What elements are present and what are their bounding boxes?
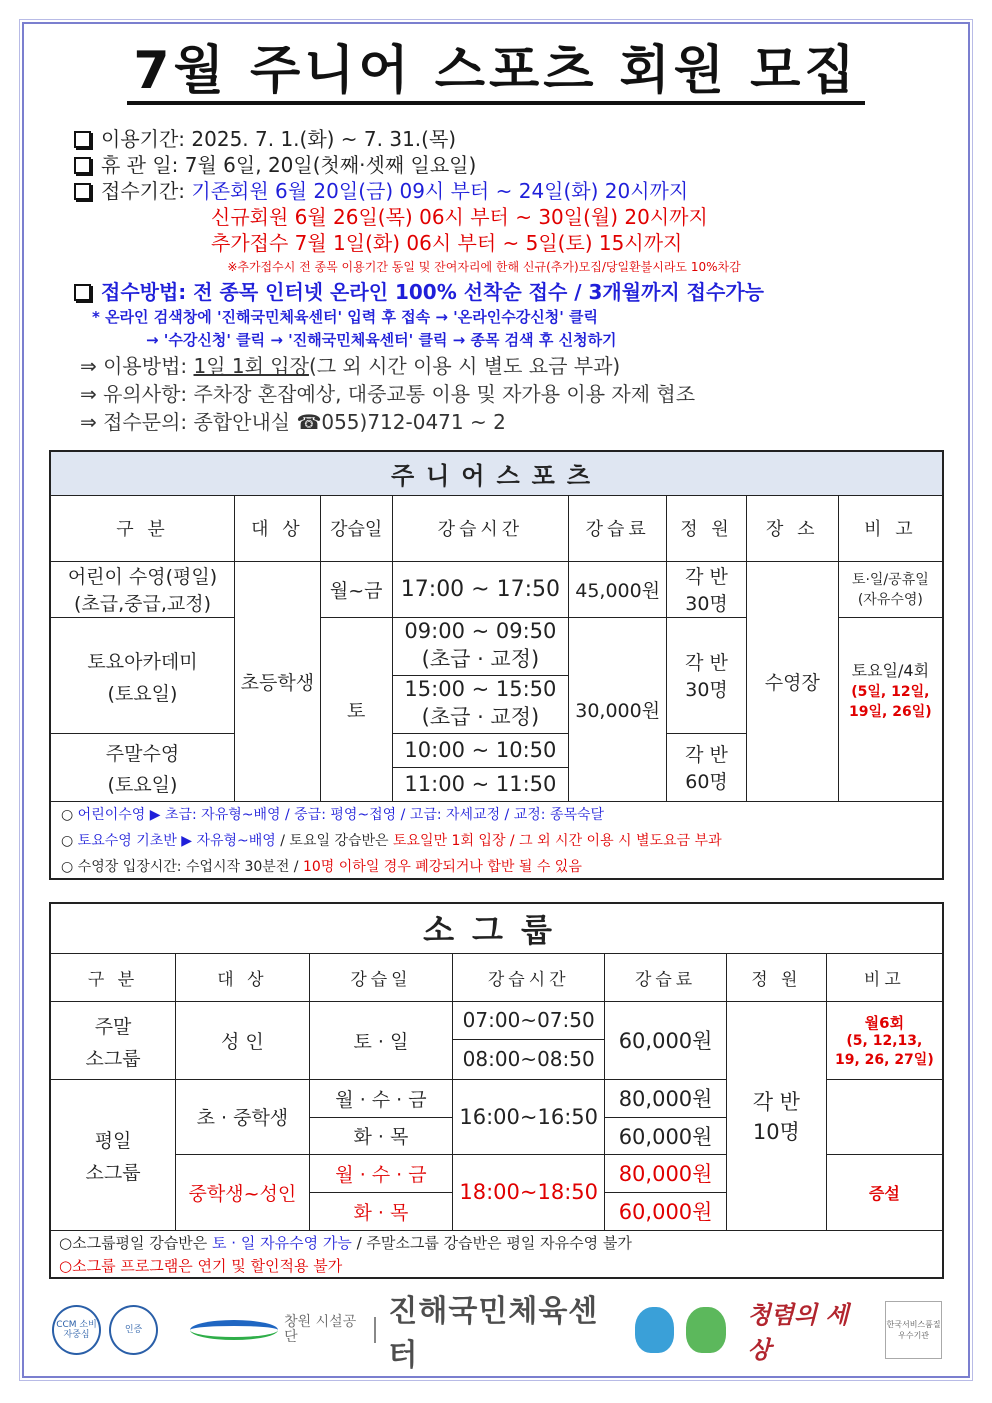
period-value: 2025. 7. 1.(화) ~ 7. 31.(목) (191, 127, 457, 151)
row3-time2: 11:00 ~ 11:50 (392, 767, 569, 801)
col-header: 구 분 (50, 495, 234, 561)
row1-day: 월~금 (320, 561, 392, 617)
row2-note (838, 617, 943, 801)
table-row (50, 1001, 943, 1039)
small-group-note-1 (50, 1230, 943, 1254)
row2-fee: 30,000원 (569, 617, 667, 801)
col-header: 강습일 (309, 953, 453, 1001)
row3-time1: 10:00 ~ 10:50 (392, 733, 569, 767)
col-header: 강습료 (605, 953, 727, 1001)
weekday-day3: 월 · 수 · 금 (309, 1154, 453, 1192)
method-line (74, 278, 954, 306)
reception-note: ※추가접수시 전 종목 이용기간 동일 및 잔여자리에 한해 신규(추가)모집/당일환불시라도 10%차감 (227, 260, 741, 274)
row1-cap-b: 30명 (685, 593, 728, 615)
row2-cap-b: 30명 (685, 679, 728, 701)
row1-fee: 45,000원 (569, 561, 667, 617)
corp-name: 창원 시설공단 (284, 1314, 357, 1345)
weekend-target: 성 인 (176, 1001, 310, 1079)
integrity-slogan: 청렴의 세상 (747, 1301, 849, 1364)
row2-time2-cell (392, 675, 569, 733)
junior-note-2 (50, 827, 943, 853)
weekday-time2: 18:00~18:50 (453, 1154, 605, 1230)
checkbox-icon (74, 284, 91, 301)
weekday-name-b: 소그룹 (85, 1162, 141, 1184)
col-header: 비고 (826, 953, 943, 1001)
certification-logo-text: 인증 (124, 1325, 143, 1335)
capacity-a: 각 반 (752, 1089, 800, 1114)
new-class-note: 증설 (826, 1154, 943, 1230)
weekday-fee4: 60,000원 (605, 1192, 727, 1230)
row2-sub: (토요일) (107, 682, 178, 705)
row1-cap-a: 각 반 (685, 566, 728, 588)
col-header: 강습료 (569, 495, 667, 561)
closed-label: 휴 관 일: (101, 153, 179, 177)
row2-time1: 09:00 ~ 09:50 (404, 619, 557, 643)
usage-prefix: ⇒ 이용방법: (80, 354, 194, 378)
mascot-green-icon (686, 1307, 725, 1353)
center-name: 진해국민체육센터 (388, 1294, 599, 1373)
weekday-target2: 중학생~성인 (176, 1154, 310, 1230)
row3-cap-b: 60명 (685, 771, 728, 793)
weekday-time1: 16:00~16:50 (453, 1079, 605, 1154)
weekend-day: 토 · 일 (309, 1001, 453, 1079)
junior-note-3-text: ○ 수영장 입장시간: 수업시작 30분전 / (61, 858, 303, 875)
target-cell: 초등학생 (234, 561, 320, 801)
junior-sports-table (49, 450, 944, 880)
row1-name-cell (50, 561, 234, 617)
weekday-fee2: 60,000원 (605, 1117, 727, 1154)
award-text: 한국서비스품질 우수기관 (886, 1320, 941, 1340)
page-title (0, 40, 992, 102)
closed-value: 7월 6일, 20일(첫째·셋째 일요일) (184, 153, 477, 177)
contact-line: ⇒ 접수문의: 종합안내실 ☎055)712-0471 ~ 2 (80, 410, 506, 434)
small-group-note-2: ○소그룹 프로그램은 연기 및 할인적용 불가 (50, 1254, 943, 1278)
row2-time1-cell (392, 617, 569, 675)
col-header: 대 상 (234, 495, 320, 561)
weekday-fee1: 80,000원 (605, 1079, 727, 1117)
row3-name: 주말수영 (105, 742, 180, 765)
award-badge (885, 1301, 942, 1359)
weekday-fee3: 80,000원 (605, 1154, 727, 1192)
junior-note-1 (50, 801, 943, 827)
row3-capacity (667, 733, 747, 801)
weekday-day2: 화 · 목 (309, 1117, 453, 1154)
weekend-note-c: 19, 26, 27일) (834, 1051, 934, 1068)
weekday-name-a: 평일 (94, 1130, 132, 1152)
row1-time: 17:00 ~ 17:50 (392, 561, 569, 617)
col-header: 정 원 (726, 953, 826, 1001)
row1-note (838, 561, 943, 617)
checkbox-icon (74, 183, 91, 200)
reception-label: 접수기간: (101, 179, 186, 203)
junior-note-3 (50, 853, 943, 879)
row2-time2-sub: (초급 · 교정) (421, 705, 540, 729)
row2-day: 토 (320, 617, 392, 801)
row2-note-b: (5일, 12일, (851, 683, 930, 700)
weekend-time1: 07:00~07:50 (453, 1001, 605, 1039)
weekend-name-a: 주말 (94, 1015, 132, 1038)
weekday-name-cell (50, 1079, 176, 1230)
period-line (74, 126, 954, 152)
table-row (50, 561, 943, 617)
col-header: 장 소 (746, 495, 838, 561)
reception-new: 신규회원 6월 26일(목) 06시 부터 ~ 30일(월) 20시까지 (211, 205, 708, 229)
checkbox-icon (74, 157, 91, 174)
weekend-note (826, 1001, 943, 1079)
usage-suffix: (그 외 시간 이용 시 별도 요금 부과) (308, 354, 621, 378)
row3-name-cell (50, 733, 234, 801)
note-bullet: ○ (61, 833, 78, 849)
row2-name: 토요아카데미 (87, 650, 198, 673)
ccm-logo-text: CCM 소비자중심 (56, 1320, 97, 1340)
small-group-table (49, 902, 944, 1279)
col-header: 대 상 (176, 953, 310, 1001)
col-header: 강습일 (320, 495, 392, 561)
junior-table-title: 주니어스포츠 (50, 451, 943, 495)
sg-note-1-a: ○소그룹평일 강습반은 (59, 1233, 213, 1252)
info-section (74, 126, 954, 436)
method-text: 접수방법: 전 종목 인터넷 온라인 100% 선착순 접수 / 3개월까지 접수가능 (101, 280, 764, 304)
junior-note-3-red: 10명 이하일 경우 폐강되거나 합반 될 수 있음 (302, 858, 582, 875)
row2-time1-sub: (초급 · 교정) (421, 647, 540, 671)
weekday-target1: 초 · 중학생 (176, 1079, 310, 1154)
junior-note-2-red: 토요일만 1회 입장 / 그 외 시간 이용 시 별도요금 부과 (393, 833, 722, 849)
certification-logo (109, 1305, 158, 1355)
junior-note-1-text: 어린이수영 ▶ 초급: 자유형~배영 / 중급: 평영~접영 / 고급: 자세교정 / 교정: 종목숙달 (77, 807, 605, 824)
page-title-text: 7월 주니어 스포츠 회원 모집 (127, 41, 864, 105)
col-header: 정 원 (667, 495, 747, 561)
small-group-header-row (50, 953, 943, 1001)
ccm-logo (52, 1305, 101, 1355)
note-bullet: ○ (61, 807, 78, 824)
row1-note-b: (자유수영) (857, 592, 923, 608)
row2-name-cell (50, 617, 234, 733)
col-header: 비 고 (838, 495, 943, 561)
weekend-note-b: (5, 12,13, (846, 1032, 923, 1049)
row3-sub: (토요일) (107, 773, 178, 796)
footer-logos (52, 1294, 942, 1373)
reception-line (74, 178, 954, 204)
closed-line (74, 152, 954, 178)
weekend-time2: 08:00~08:50 (453, 1039, 605, 1079)
place-cell: 수영장 (746, 561, 838, 801)
reception-existing: 기존회원 6월 20일(금) 09시 부터 ~ 24일(화) 20시까지 (191, 179, 689, 203)
col-header: 강습시간 (453, 953, 605, 1001)
reception-additional: 추가접수 7월 1일(화) 06시 부터 ~ 5일(토) 15시까지 (211, 231, 683, 255)
method-sub2: → '수강신청' 클릭 → '진해국민체육센터' 클릭 → 종목 검색 후 신청하기 (146, 331, 617, 349)
junior-header-row (50, 495, 943, 561)
row2-note-a: 토요일/4회 (851, 660, 930, 680)
junior-note-2-mid: / 토요일 강습반은 (275, 833, 393, 849)
sg-note-1-c: / 주말소그룹 강습반은 평일 자유수영 불가 (351, 1233, 632, 1252)
method-sub1: * 온라인 검색창에 '진해국민체육센터' 입력 후 접속 → '온라인수강신청' 클릭 (92, 308, 598, 326)
row2-capacity (667, 617, 747, 733)
caution-line: ⇒ 유의사항: 주차장 혼잡예상, 대중교통 이용 및 자가용 이용 자제 협조 (80, 382, 696, 406)
checkbox-icon (74, 131, 91, 148)
col-header: 구 분 (50, 953, 176, 1001)
row2-cap-a: 각 반 (685, 652, 728, 674)
sg-note-1-b: 토 · 일 자유수영 가능 (212, 1233, 352, 1252)
row1-capacity (667, 561, 747, 617)
corp-swoosh-icon (190, 1320, 278, 1340)
row1-name: 어린이 수영(평일) (67, 566, 218, 588)
weekday-note-empty (826, 1079, 943, 1154)
weekend-name-cell (50, 1001, 176, 1079)
capacity-b: 10명 (752, 1119, 800, 1144)
col-header: 강습시간 (392, 495, 569, 561)
weekend-name-b: 소그룹 (85, 1047, 141, 1070)
row1-sub: (초급,중급,교정) (73, 593, 211, 615)
weekend-note-a: 월6회 (864, 1013, 905, 1032)
weekday-day4: 화 · 목 (309, 1192, 453, 1230)
weekday-day1: 월 · 수 · 금 (309, 1079, 453, 1117)
row2-note-c: 19일, 26일) (849, 703, 932, 720)
junior-note-2-text: 토요수영 기초반 ▶ 자유형~배영 (77, 833, 276, 849)
row1-note-a: 토·일/공휴일 (851, 572, 929, 588)
row2-time2: 15:00 ~ 15:50 (404, 677, 557, 701)
weekend-fee: 60,000원 (605, 1001, 727, 1079)
period-label: 이용기간: (101, 127, 186, 151)
small-group-title: 소그룹 (50, 903, 943, 953)
capacity-cell (726, 1001, 826, 1230)
usage-line (74, 352, 954, 380)
row3-cap-a: 각 반 (685, 744, 728, 766)
mascot-blue-icon (635, 1307, 674, 1353)
usage-underlined: 1일 1회 입장 (193, 354, 309, 378)
divider (374, 1317, 376, 1343)
